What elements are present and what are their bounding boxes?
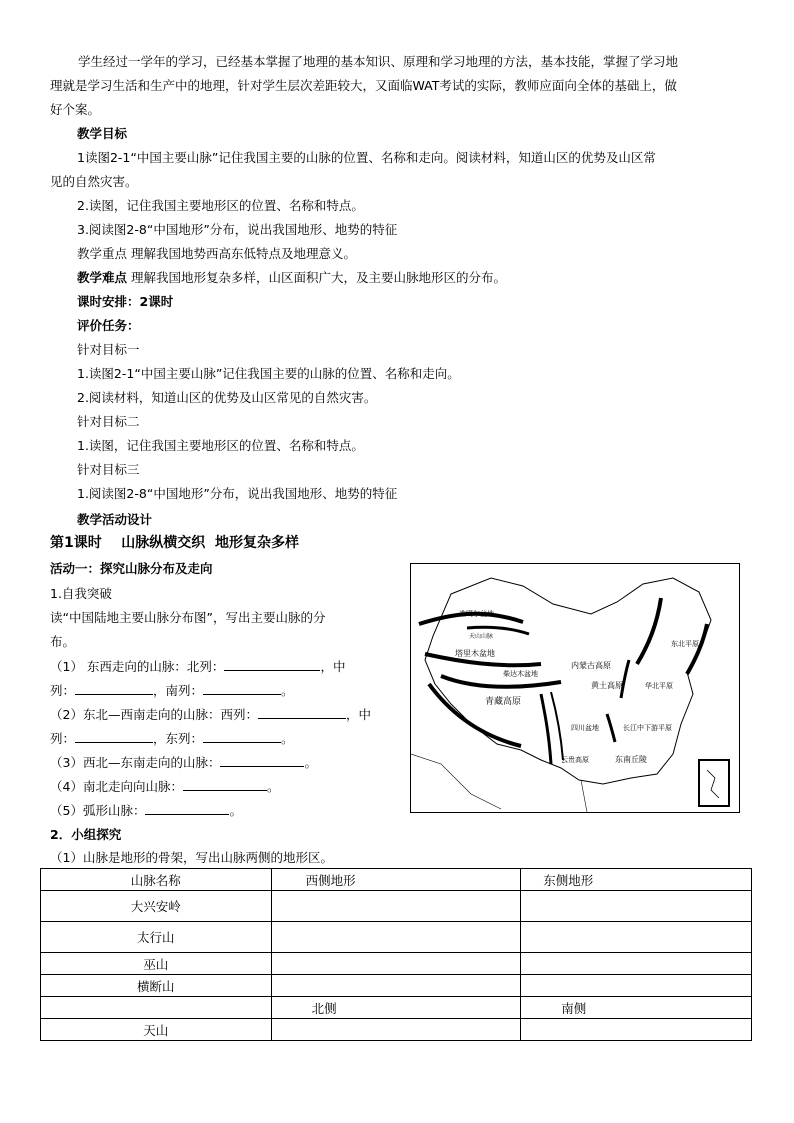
goal-1a: 1读图2-1“中国主要山脉”记住我国主要的山脉的位置、名称和走向。阅读材料，知道山区的优势及山区常 (77, 150, 656, 165)
answer-blank-nw-se[interactable] (220, 754, 304, 767)
q2-east: ，东列： (153, 731, 204, 746)
table-subheader-row (41, 997, 752, 1019)
border-line-sw (411, 754, 501, 809)
read-instruction-a: 读“中国陆地主要山脉分布图”，写出主要山脉的分 (50, 610, 326, 625)
target-1-item-2: 2.阅读材料，知道山区的优势及山区常见的自然灾害。 (77, 390, 377, 405)
table-row (41, 975, 752, 997)
table-row (41, 922, 752, 953)
target-3-heading: 针对目标三 (77, 462, 140, 477)
header-east-side: 东侧地形 (521, 869, 752, 891)
answer-blank-center[interactable] (75, 730, 153, 743)
q2-b-text: 列： (50, 731, 76, 746)
answer-blank-east[interactable] (203, 730, 281, 743)
label-qaidam-basin: 柴达木盆地 (503, 670, 538, 678)
range-kunlun-south (441, 676, 561, 687)
table-row (41, 1019, 752, 1041)
q1-south: ，南列： (153, 683, 204, 698)
table-header-row (41, 869, 752, 891)
question-2a (50, 706, 371, 724)
difficulty-text: 理解我国地形复杂多样，山区面积广大，及主要山脉地形区的分布。 (127, 270, 506, 285)
header-north-side: 北侧 (271, 997, 521, 1019)
label-northeast-plain: 东北平原 (671, 640, 699, 648)
q1-period: 。 (281, 683, 294, 698)
answer-blank-arc[interactable] (145, 802, 229, 815)
label-loess-plateau: 黄土高原 (591, 681, 623, 690)
question-5 (50, 802, 242, 820)
label-tibetan-plateau: 青藏高原 (485, 697, 522, 707)
answer-cell[interactable] (521, 922, 752, 953)
goal-3: 3.阅读图2-8“中国地形”分布，说出我国地形、地势的特征 (77, 222, 398, 237)
group-study-question: （1）山脉是地形的骨架，写出山脉两侧的地形区。 (50, 850, 333, 865)
row-mountain-name: 天山 (41, 1019, 272, 1041)
inset-coastline (707, 770, 719, 798)
target-1-heading: 针对目标一 (77, 342, 140, 357)
class-hours: 课时安排：2课时 (77, 294, 174, 309)
label-inner-mongolia-plateau: 内蒙古高原 (571, 661, 611, 670)
answer-blank-north[interactable] (224, 658, 320, 671)
terrain-table (40, 868, 752, 1041)
target-2-heading: 针对目标二 (77, 414, 140, 429)
intro-line-2: 理就是学习生活和生产中的地理，针对学生层次差距较大，又面临WAT考试的实际，教师应面向全体的基础上，做 (50, 78, 677, 93)
row-mountain-name: 巫山 (41, 953, 272, 975)
row-mountain-name: 太行山 (41, 922, 272, 953)
intro-line-1: 学生经过一学年的学习，已经基本掌握了地理的基本知识、原理和学习地理的方法，基本技能，掌握了学习地 (78, 54, 679, 69)
range-changbai (687, 624, 707, 674)
q3-period: 。 (304, 755, 317, 770)
q3-text: （3）西北—东南走向的山脉： (50, 755, 221, 770)
q1-b-text: 列： (50, 683, 76, 698)
answer-cell[interactable] (521, 975, 752, 997)
label-north-china-plain: 华北平原 (645, 682, 673, 690)
question-1a (50, 658, 345, 676)
country-outline (425, 578, 711, 784)
range-taihang (621, 660, 629, 698)
target-3-item-1: 1.阅读图2-8“中国地形”分布，说出我国地形、地势的特征 (77, 486, 398, 501)
answer-cell[interactable] (521, 953, 752, 975)
question-1b (50, 682, 294, 700)
table-row (41, 891, 752, 922)
table-row (41, 953, 752, 975)
intro-line-3: 好个案。 (50, 102, 101, 117)
activity-1-title: 活动一：探究山脉分布及走向 (50, 561, 213, 576)
range-wushan (607, 714, 615, 742)
label-junggar-basin: 准噶尔盆地 (459, 610, 494, 618)
target-1-item-1: 1.读图2-1“中国主要山脉”记住我国主要的山脉的位置、名称和走向。 (77, 366, 460, 381)
border-line-s (581, 780, 587, 812)
goals-heading: 教学目标 (77, 126, 128, 141)
q1-text: （1） 东西走向的山脉：北列： (50, 659, 225, 674)
read-instruction-b: 布。 (50, 634, 76, 649)
label-yangtze-plain: 长江中下游平原 (623, 724, 672, 732)
label-sichuan-basin: 四川盆地 (571, 724, 599, 732)
answer-cell[interactable] (271, 953, 521, 975)
question-3 (50, 754, 317, 772)
q1-mid: ，中 (320, 659, 346, 674)
q5-period: 。 (229, 803, 242, 818)
design-heading: 教学活动设计 (77, 512, 153, 527)
label-tarim-basin: 塔里木盆地 (455, 649, 495, 658)
row-mountain-name: 横断山 (41, 975, 272, 997)
difficulty-label: 教学难点 (77, 270, 128, 285)
answer-cell[interactable] (271, 891, 521, 922)
q2-period: 。 (281, 731, 294, 746)
south-sea-inset (699, 760, 729, 806)
label-southeast-hills: 东南丘陵 (615, 755, 647, 764)
q4-period: 。 (266, 779, 280, 794)
header-mountain-name: 山脉名称 (41, 869, 272, 891)
range-hengduan (541, 694, 551, 764)
q4-text: （4）南北走向向山脉： (50, 779, 183, 794)
question-2b (50, 730, 294, 748)
answer-cell[interactable] (271, 922, 521, 953)
answer-blank-west[interactable] (258, 706, 346, 719)
evaluation-heading: 评价任务： (77, 318, 140, 333)
range-hengduan-2 (551, 692, 563, 760)
teaching-key-point (77, 245, 356, 263)
q2-mid: ，中 (345, 707, 371, 722)
q5-text: （5）弧形山脉： (50, 803, 146, 818)
goal-2: 2.读图，记住我国主要地形区的位置、名称和特点。 (77, 198, 364, 213)
question-4 (50, 778, 279, 796)
key-text: 理解我国地势西高东低特点及地理意义。 (127, 246, 356, 261)
answer-blank-south[interactable] (203, 682, 281, 695)
group-study-heading: 2．小组探究 (50, 827, 122, 842)
header-west-side: 西侧地形 (271, 869, 521, 891)
answer-cell[interactable] (521, 891, 752, 922)
goal-1b: 见的自然灾害。 (50, 174, 138, 189)
q2-text: （2）东北—西南走向的山脉：西列： (50, 707, 258, 722)
answer-blank-ns[interactable] (183, 778, 267, 791)
key-label: 教学重点 (77, 246, 128, 261)
china-map-drawing (411, 564, 739, 812)
label-tianshan: 天山山脉 (469, 633, 494, 640)
answer-cell[interactable] (271, 975, 521, 997)
target-2-item-1: 1.读图，记住我国主要地形区的位置、名称和特点。 (77, 438, 364, 453)
teaching-difficulty (77, 269, 506, 287)
mountain-distribution-map (410, 563, 740, 813)
empty-cell (41, 997, 272, 1019)
self-study: 1.自我突破 (50, 586, 112, 601)
label-yungui-plateau: 云贵高原 (561, 756, 589, 764)
lesson-title: 第1课时 山脉纵横交织 地形复杂多样 (50, 535, 299, 551)
range-daxinganling (637, 598, 661, 664)
row-mountain-name: 大兴安岭 (41, 891, 272, 922)
header-south-side: 南侧 (521, 997, 752, 1019)
answer-blank-middle[interactable] (75, 682, 153, 695)
answer-cell[interactable] (271, 1019, 521, 1041)
answer-cell[interactable] (521, 1019, 752, 1041)
